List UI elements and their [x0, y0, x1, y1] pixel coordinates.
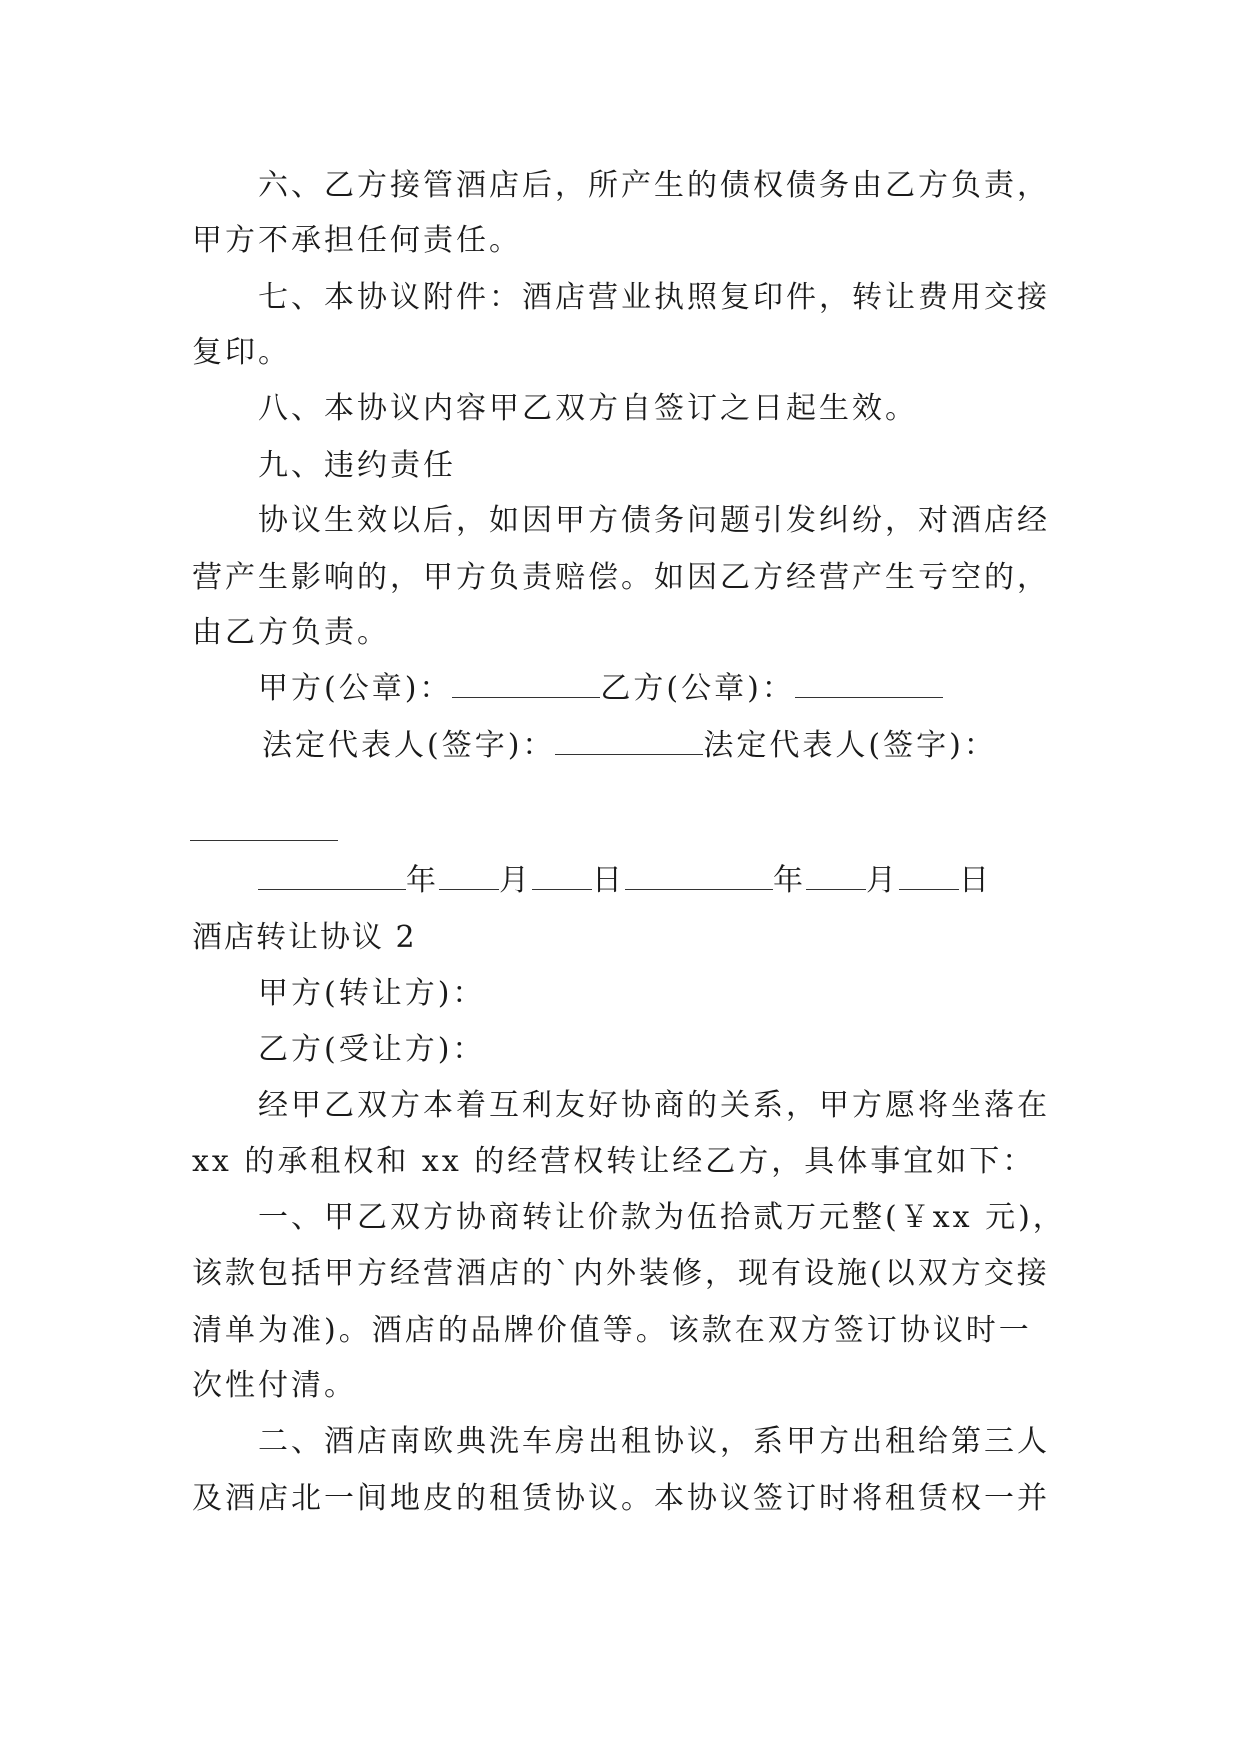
- date-a-year-blank: [258, 863, 406, 890]
- party-a-rep-blank: [555, 728, 703, 755]
- clause-6-line-1: 六、乙方接管酒店后，所产生的债权债务由乙方负责，: [258, 168, 1050, 203]
- party-a-rep-label: 法定代表人(签字)：: [262, 728, 556, 763]
- clause-8: 八、本协议内容甲乙双方自签订之日起生效。: [258, 391, 918, 426]
- transferee-label: 乙方(受让方)：: [258, 1032, 486, 1067]
- clause-2-line-2: 及酒店北一间地皮的租赁协议。本协议签订时将租赁权一并: [192, 1481, 1050, 1516]
- date-b-month: 月: [866, 863, 899, 898]
- party-a-seal-label: 甲方(公章)：: [258, 671, 453, 706]
- party-b-seal-blank: [795, 671, 943, 698]
- date-b-day-blank: [899, 863, 959, 890]
- date-a-day: 日: [592, 863, 625, 898]
- date-a-month: 月: [499, 863, 532, 898]
- date-a-year: 年: [406, 863, 439, 898]
- breach-line-3: 由乙方负责。: [192, 615, 390, 650]
- clause-9-heading: 九、违约责任: [258, 448, 456, 483]
- date-b-day: 日: [959, 863, 992, 898]
- date-a-month-blank: [439, 863, 499, 890]
- seal-line: [0, 669, 1241, 709]
- breach-line-2: 营产生影响的，甲方负责赔偿。如因乙方经营产生亏空的，: [192, 560, 1050, 595]
- clause-1-line-2: 该款包括甲方经营酒店的`内外装修，现有设施(以双方交接: [192, 1256, 1050, 1291]
- transferor-label: 甲方(转让方)：: [258, 976, 486, 1011]
- intro-line-1: 经甲乙双方本着互利友好协商的关系，甲方愿将坐落在: [258, 1088, 1050, 1123]
- party-b-rep-blank: [190, 840, 338, 841]
- breach-line-1: 协议生效以后，如因甲方债务问题引发纠纷，对酒店经: [258, 503, 1050, 538]
- party-b-seal-label: 乙方(公章)：: [600, 671, 795, 706]
- clause-1-line-1: 一、甲乙双方协商转让价款为伍拾贰万元整(￥xx 元)，: [258, 1200, 1066, 1235]
- date-line: [0, 861, 1241, 901]
- party-b-rep-label: 法定代表人(签字)：: [703, 728, 997, 763]
- clause-1-line-3: 清单为准)。酒店的品牌价值等。该款在双方签订协议时一: [192, 1313, 1032, 1348]
- clause-6-line-2: 甲方不承担任何责任。: [192, 223, 522, 258]
- date-b-year: 年: [773, 863, 806, 898]
- clause-1-line-4: 次性付清。: [192, 1368, 357, 1403]
- clause-7-line-1: 七、本协议附件：酒店营业执照复印件，转让费用交接: [258, 280, 1050, 315]
- date-a-day-blank: [532, 863, 592, 890]
- date-b-month-blank: [806, 863, 866, 890]
- party-a-seal-blank: [452, 671, 600, 698]
- clause-7-line-2: 复印。: [192, 335, 291, 370]
- representative-line: [0, 726, 1241, 766]
- clause-2-line-1: 二、酒店南欧典洗车房出租协议，系甲方出租给第三人: [258, 1424, 1050, 1459]
- intro-line-2: xx 的承租权和 xx 的经营权转让经乙方，具体事宜如下：: [192, 1144, 1036, 1179]
- date-b-year-blank: [625, 863, 773, 890]
- agreement-2-title: 酒店转让协议 2: [192, 920, 417, 955]
